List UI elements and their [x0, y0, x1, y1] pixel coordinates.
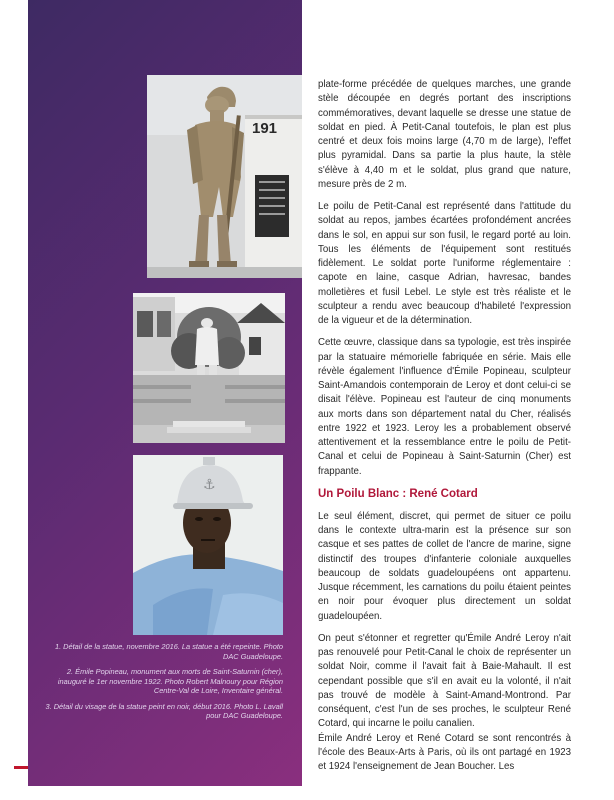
photo-captions — [40, 642, 283, 727]
paragraph-2: Le poilu de Petit-Canal est représenté dans l'attitude du soldat au repos, jambes écartées profondément ancrées dans le sol, en appui sur son fusil, le regard porté au loin. Tous les éléments de l'équipement sont restitués fidèlement. Le soldat porte l'uniforme réglementaire : capote en laine, casque Adrian, havresac, bandes molletières et fusil Lebel. Le style est très réaliste et le sculpteur a rendu avec beaucoup d'habileté l'expression de la vigueur et de la détermination. — [318, 201, 571, 326]
paragraph-6: Émile André Leroy et René Cotard se sont rencontrés à l'école des Beaux-Arts à Paris, où ils ont partagé en 1923 et 1924 l'enseignement de Jean Boucher. Les — [318, 732, 571, 772]
paragraph-1: plate-forme précédée de quelques marches, une grande stèle découpée en degrés portant des inscriptions commémoratives, devant laquelle se dresse une statue de soldat en pied. À Petit-Canal toutefois, le plan est plus centré et deux fois moins large (4,70 m de large), l'effet plus pyramidal. Dans sa partie la plus haute, la stèle s'élève à 4,40 m et le soldat, plus grand que nature, mesure près de 2 m. — [318, 79, 571, 190]
photo-saint-saturnin-monument — [133, 293, 285, 443]
section-heading: Un Poilu Blanc : René Cotard — [318, 487, 478, 500]
caption-2: 2. Émile Popineau, monument aux morts de Saint-Saturnin (cher), inauguré le 1er novembre 1922. Photo Robert Malnoury pour Région Centre-Val de Loire, Inventaire général. — [57, 667, 283, 695]
photo-statue-detail — [147, 75, 302, 278]
photo-statue-face — [133, 455, 283, 635]
paragraph-3: Cette œuvre, classique dans sa typologie, est très inspirée par la statuaire mémorielle fabriquée en série. Mais elle révèle également l'influence d'Émile Popineau, sculpteur Saint-Amandois contemporain de Leroy et dont celui-ci se disait l'élève. Popineau est l'auteur de cinq monuments aux morts dans son département natal du Cher, réalisés entre 1922 et 1923. Leroy les a probablement observé attentivement et la ressemblance entre le poilu de Petit-Canal et celui de Popineau à Saint-Saturnin (Cher) est frappante. — [318, 337, 571, 477]
paragraph-4: Le seul élément, discret, qui permet de situer ce poilu dans le contexte ultra-marin est la présence sur son casque et ses pattes de collet de l'ancre de marine, signe distinctif des troupes d'infanterie coloniale auxquelles beaucoup de soldats guadeloupéens ont appartenu. Jusque récemment, les carnations du poilu étaient peintes en noir pour évoquer plus directement un soldat guadeloupéen. — [318, 510, 571, 622]
svg-text:⚓: ⚓ — [203, 477, 216, 493]
paragraph-5: On peut s'étonner et regretter qu'Émile André Leroy n'ait pas renouvelé pour Petit-Canal le choix de représenter un soldat Noir, comme il l'avait fait à Baie-Mahault. Il est cependant possible que s'il en avait eu la volonté, il n'ait pas trouvé de modèle à Saint-Amand-Montrond. Par conséquent, c'est l'un de ses proches, le sculpteur René Cotard, qui incarne le poilu canalien. — [318, 632, 571, 730]
caption-1: 1. Détail de la statue, novembre 2016. La statue a été repeinte. Photo DAC Guadeloupe. — [54, 642, 283, 661]
accent-rule — [14, 766, 28, 769]
article-column — [318, 78, 571, 782]
caption-3: 3. Détail du visage de la statue peint en noir, début 2016. Photo L. Lavall pour DAC Guadeloupe. — [45, 701, 283, 720]
inscription-text: 191 — [252, 120, 278, 137]
